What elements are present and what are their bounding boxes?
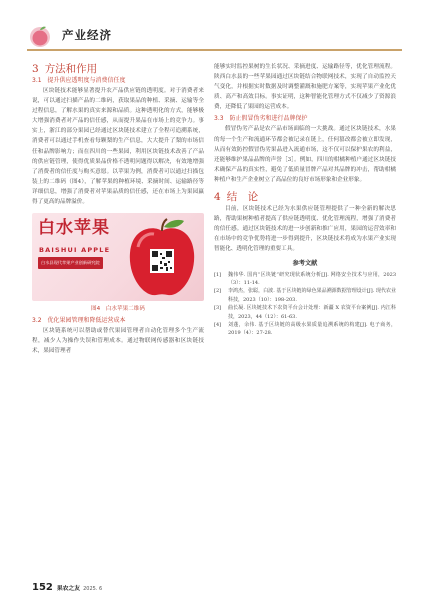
apple-qr-icon <box>124 217 200 299</box>
figure-tag: 白水县现代苹果产业创新研究院 <box>38 257 103 269</box>
figure-title: 白水苹果 <box>38 218 110 239</box>
heading-text: 方法和作用 <box>44 63 98 75</box>
reference-text: 曲长凝. 区块链技术下农资平台会计处理：新疆 X 农资平台案例[J]. 内江科技，2023，44（12）：61-63. <box>228 305 396 320</box>
heading-number: 3 <box>32 63 39 75</box>
page-footer <box>32 575 102 594</box>
heading-conclusion <box>214 190 396 204</box>
references-title: 参考文献 <box>292 259 318 267</box>
reference-index: [2] <box>214 288 222 295</box>
journal-logo-icon <box>28 24 52 48</box>
reference-item <box>214 271 396 288</box>
reference-index: [1] <box>214 271 222 278</box>
paragraph-3-2: 区块链系统可以帮助或替代果园管理者自动化管理多个生产流程，减少人为操作失误和管理成本。通过物联网传感器和区块链技术，果园管理者 <box>32 328 204 355</box>
left-column <box>32 62 204 357</box>
reference-text: 李鸿杰，张聪，白波. 基于区块链的绿色果品溯源数据管理设计[J]. 现代农业科技，2023（10）：198-203. <box>228 288 396 303</box>
reference-item <box>214 287 396 304</box>
reference-text: 魏伟华. 国内“区块链”研究现状系统分析[J]. 网络安全技术与应用，2023（3）：11-14. <box>228 271 396 286</box>
section-title: 产业经济 <box>62 28 112 42</box>
header-rule <box>27 49 402 51</box>
page-number: 152 <box>32 582 53 593</box>
subheading-3-2: 3.2 优化果园管理和降低运营成本 <box>32 317 126 325</box>
figure-qr-apple <box>32 213 204 301</box>
journal-name: 果农之友 <box>56 586 81 592</box>
right-column <box>214 62 396 338</box>
reference-index: [4] <box>214 322 222 329</box>
reference-item <box>214 321 396 338</box>
journal-issue: 2025. 6 <box>83 586 103 592</box>
subheading-3-1: 3.1 提升供应透明度与消费信任度 <box>32 77 126 84</box>
heading-methods <box>32 62 204 76</box>
paragraph-3-3: 假冒伪劣产品是农产品市场面临的一大挑战。通过区块链技术，水果的每一个生产和流通环节都会被记录在链上，任何篡改都会被立即发现，从而有效防控假冒伪劣果品进入流通市场，这不仅可以保护果农的利益，还能够维护果品品牌的声誉［3］。例如，四川的柑橘种植户通过区块链技术确保产品的真实性，避免了低质量冒牌产品对其品牌的冲击，帮助柑橘种植户和生产企业树立了高品位的良好市场形象和企业形象。 <box>214 126 396 183</box>
references-list <box>214 271 396 338</box>
figure-caption: 图4 白水苹果二维码 <box>91 306 145 313</box>
reference-text: 刘蓬，余伟. 基于区块链的高级水果质量追溯系统的构建[J]. 电子商务，2019（4）：27-28. <box>228 322 396 337</box>
reference-item <box>214 304 396 321</box>
heading-text: 结 论 <box>226 191 259 204</box>
paragraph-3-2-cont: 能够实时监控果树的生长状况、采摘进度、运输路径等，优化管理流程。陕西白水县的一些苹果园通过区块链结合物联网技术，实现了自动监控天气变化，并根据实时数据及时调整灌溉和施肥方案等，实现苹果产业化优质、高产和高效目标。事实证明，这种智能化管理方式不仅减少了资源浪费，还降低了果园的运营成本。 <box>214 64 396 111</box>
paragraph-3-1: 区块链技术能够显著提升农产品供应链的透明度。对于消费者来说，可以通过扫描产品的二维码，获取果品的种植、采摘、运输等全过程信息，了解水果的真实来源和品质。这种透明化的方式，能够极大增强消费者对产品的信任感，从而提升果品在市场上的竞争力。事实上，浙江的部分果园已经通过区块链技术建立了全程可追溯系统，消费者可以通过手机查看每颗梨的生产信息，大大提升了梨的市场信任和品牌影响力；而在四川的一些果园，利用区块链技术改善了产品的供应链管理，使得优质果品价格不透明问题得以解决，有效地增强了消费者的信任度与购买意愿。以苹果为例，消费者可以通过扫描包装上的二维码（图4），了解苹果的种植环境、采摘时间、运输路径等详细信息，增强了消费者对苹果品质的信任感，还在市场上为果园赢得了更高的品牌溢价。 <box>32 88 204 206</box>
heading-number: 4 <box>214 191 221 204</box>
paragraph-conclusion: 目前，区块链技术已经为水果供应链管理提供了一种全新的解决思路，帮助果树种植者提高了供应链透明度、优化管理流程，增强了消费者的信任感。通过区块链技术的进一步创新和推广应用，果园的运营效率和在市场中的竞争优势将进一步得到提升，区块链技术将成为水果产业实现智能化、透明化管理的重要工具。 <box>214 206 396 253</box>
reference-index: [3] <box>214 305 222 312</box>
subheading-3-3: 3.3 防止假冒伪劣和进行品牌保护 <box>214 115 308 123</box>
figure-subtitle: BAISHUI APPLE <box>39 246 111 255</box>
